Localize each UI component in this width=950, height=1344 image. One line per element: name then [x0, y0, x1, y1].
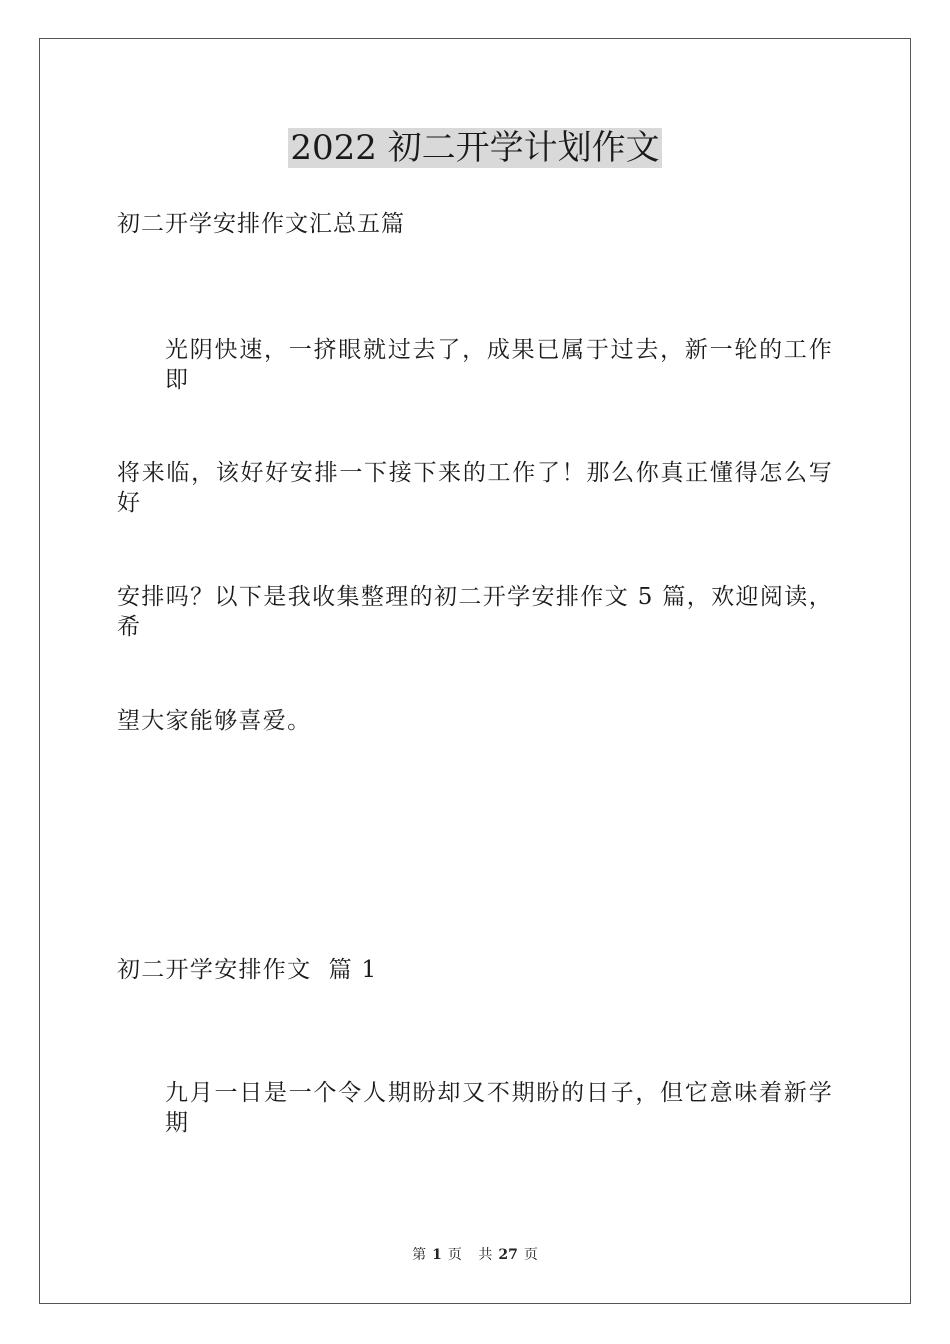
intro-line-4: 望大家能够喜爱。: [117, 708, 312, 734]
total-prefix: 共: [478, 1247, 493, 1263]
document-title-text: 2022 初二开学计划作文: [290, 128, 660, 168]
page-footer: [0, 1245, 950, 1265]
page-indicator: [409, 1247, 465, 1263]
page-prefix: 第: [412, 1247, 427, 1263]
document-title: [0, 126, 950, 170]
section-line-1: 九月一日是一个令人期盼却又不期盼的日子，但它意味着新学期: [165, 1080, 833, 1136]
total-suffix: 页: [523, 1247, 538, 1263]
document-subtitle: 初二开学安排作文汇总五篇: [117, 211, 405, 237]
page-suffix: 页: [447, 1247, 462, 1263]
intro-line-2: 将来临，该好好安排一下接下来的工作了！那么你真正懂得怎么写好: [117, 460, 833, 516]
intro-line-3: 安排吗？以下是我收集整理的初二开学安排作文 5 篇，欢迎阅读，希: [117, 584, 833, 640]
intro-line-1: 光阴快速，一挤眼就过去了，成果已属于过去，新一轮的工作即: [165, 337, 833, 393]
total-pages: 27: [498, 1247, 518, 1263]
section-heading: 初二开学安排作文 篇 1: [117, 957, 378, 983]
page-number: 1: [432, 1247, 442, 1263]
total-indicator: [475, 1247, 540, 1263]
